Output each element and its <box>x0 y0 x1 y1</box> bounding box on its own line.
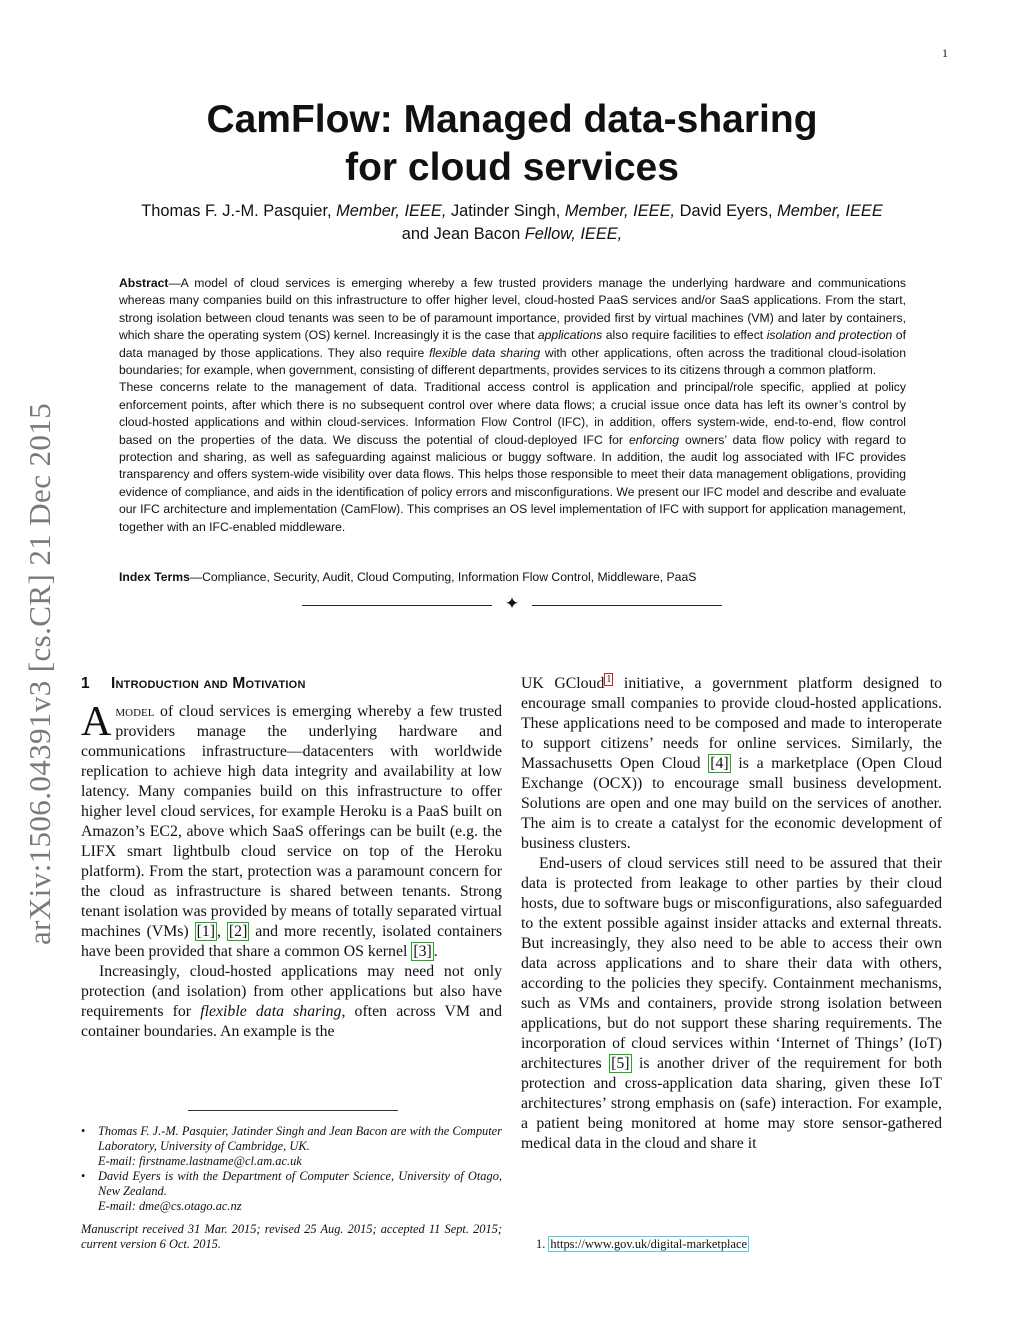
divider-star-icon: ✦ <box>504 594 520 614</box>
abstract-text: of data managed by those applications. They also require <box>119 328 906 360</box>
body-text: . <box>433 943 438 960</box>
author-role: Member, IEEE, <box>336 202 447 220</box>
affiliation-email: E-mail: firstname.lastname@cl.am.ac.uk <box>98 1154 302 1168</box>
affiliation-item <box>81 1124 502 1169</box>
title-line-2: for cloud services <box>345 146 679 189</box>
body-text: of cloud services is emerging whereby a few trusted providers manage the underlying hardware and communications infrastructure—datacenters with worldwide replication to achieve high data integrity and availability at low latency. Many companies build on this infrastructure to offer higher level cloud services, for example Heroku is a PaaS built on Amazon’s EC2, above which SaaS offerings can be built (e.g. the LIFX smart lightbulb cloud service on top of the Heroku platform). From the start, protection was a paramount concern for the cloud as infrastructure is shared between tenants. Strong tenant isolation was provided by means of totally separated virtual machines (VMs) <box>81 703 502 940</box>
body-text: End-users of cloud services still need to be assured that their data is protected from leakage to other parties by their cloud hosts, due to software bugs or misconfigurations, also safeguarded to the extent possible against insider attacks and external threats. But increasingly, they also need to be able to access their own data across applications and to share their data with others, according to the policies they specify. Containment mechanisms, such as VMs and containers, provide strong isolation between applications, but do not support these sharing requirements. The incorporation of cloud services within ‘Internet of Things’ (IoT) architectures <box>521 855 942 1072</box>
bullet-icon: • <box>81 1124 86 1138</box>
author-role: Member, IEEE, <box>564 202 676 220</box>
intro-paragraph-2 <box>81 962 502 1042</box>
section-divider <box>302 596 722 616</box>
abstract <box>119 275 906 536</box>
body-text: UK GCloud <box>521 675 605 692</box>
body-text: and more recently, isolated containers have been provided that share a common OS kernel <box>81 923 502 960</box>
author-line-2 <box>80 223 944 246</box>
right-column <box>521 674 942 1154</box>
citation-link[interactable]: [2] <box>228 923 248 940</box>
abstract-paragraph-1 <box>119 275 906 379</box>
paper-title <box>150 96 874 192</box>
affiliation-email: E-mail: dme@cs.otago.ac.nz <box>98 1199 242 1213</box>
divider-rule-right <box>532 605 722 606</box>
body-text: Increasingly, cloud-hosted applications may need not only protection (and isolation) from other applications but also have requirements for <box>81 963 502 1020</box>
footnote-marker-link[interactable]: 1 <box>606 673 612 685</box>
abstract-paragraph-2 <box>119 379 906 536</box>
abstract-emphasis: flexible data sharing <box>429 345 541 360</box>
author-role: Fellow, IEEE, <box>524 225 623 243</box>
footnote-url-link[interactable]: https://www.gov.uk/digital-marketplace <box>550 1237 747 1251</box>
author-name: David Eyers, <box>675 202 778 220</box>
page-number: 1 <box>942 46 948 60</box>
section-heading <box>81 674 502 694</box>
bullet-icon: • <box>81 1169 86 1183</box>
body-text: initiative, a government platform designed to encourage small companies to provide cloud-hosted applications. These applications need to be composed and made to interoperate to support citizens’ needs for online services. Similarly, the Massachusetts Open Cloud <box>521 675 942 772</box>
index-terms-text: —Compliance, Security, Audit, Cloud Computing, Information Flow Control, Middleware, PaaS <box>189 570 697 584</box>
author-name: Thomas F. J.-M. Pasquier, <box>141 202 337 220</box>
author-name: Jatinder Singh, <box>446 202 565 220</box>
footnote-rule <box>188 1110 398 1111</box>
abstract-emphasis: enforcing <box>628 432 680 447</box>
affiliation-text: David Eyers is with the Department of Computer Science, University of Otago, New Zealand. <box>98 1169 502 1198</box>
abstract-label: Abstract <box>119 276 169 290</box>
opening-word: model <box>115 703 155 720</box>
left-column <box>81 674 502 1042</box>
abstract-text: also require facilities to effect <box>602 328 767 343</box>
body-paragraph-4 <box>521 854 942 1154</box>
abstract-text: with other applications, often across the traditional cloud-isolation boundaries; for example, when government, consisting of different departments, provides services to its citizens through a common platform. <box>119 345 906 378</box>
citation-link[interactable]: [4] <box>710 755 729 772</box>
title-line-1: CamFlow: Managed data-sharing <box>206 98 818 141</box>
affiliation-item <box>81 1169 502 1214</box>
body-emphasis: flexible data sharing <box>200 1003 342 1020</box>
citation-link[interactable]: [3] <box>413 943 432 960</box>
body-text: is another driver of the requirement for both protection and cross-application data sharing, given these IoT architectures’ strong emphasis on (safe) interaction. For example, a patient being monitored at home may store sensor-gathered medical data in the cloud and share it <box>521 1055 942 1152</box>
abstract-text: owners’ data flow policy with regard to protection and sharing, as well as safeguarding against malicious or buggy software. In addition, the audit log associated with IFC provides transparency and offers system-wide visibility over data flows. This helps those responsible to meet their data management obligations, providing evidence of compliance, and aids in the identification of policy errors and misconfigurations. We present our IFC model and describe and evaluate our IFC architecture and implementation (CamFlow). This comprises an OS level implementation of IFC with support for application management, together with an IFC-enabled middleware. <box>119 432 906 534</box>
index-terms-label: Index Terms <box>119 570 190 584</box>
section-number: 1 <box>81 675 90 692</box>
author-role: Member, IEEE <box>777 202 883 220</box>
abstract-emphasis: isolation and protection <box>766 328 893 343</box>
citation-link[interactable]: [5] <box>611 1055 630 1072</box>
drop-cap: A <box>81 699 112 745</box>
body-text: , often across VM and container boundaries. An example is the <box>81 1003 502 1040</box>
abstract-emphasis: applications <box>537 328 603 343</box>
body-text: is a marketplace (Open Cloud Exchange (OCX)) to encourage small business development. Solutions are open and one may build on the services of another. The aim is to create a catalyst for the economic development of business clusters. <box>521 755 942 852</box>
footnote-number: 1. <box>536 1237 549 1251</box>
section-title: Introduction and Motivation <box>111 675 306 692</box>
intro-paragraph-1 <box>81 699 502 962</box>
citation-link[interactable]: [1] <box>196 923 216 940</box>
author-name: and Jean Bacon <box>401 225 525 243</box>
divider-rule-left <box>302 605 492 606</box>
manuscript-history: Manuscript received 31 Mar. 2015; revised 25 Aug. 2015; accepted 11 Sept. 2015; current version 6 Oct. 2015. <box>81 1222 502 1251</box>
author-line-1 <box>80 200 944 223</box>
affiliation-text: Thomas F. J.-M. Pasquier, Jatinder Singh and Jean Bacon are with the Computer Laboratory, University of Cambridge, UK. <box>98 1124 502 1153</box>
abstract-text: —A model of cloud services is emerging whereby a few trusted providers manage the underlying hardware and communications whereas many companies build on this infrastructure to offer higher level, cloud-hosted PaaS services and/or SaaS applications. From the start, strong isolation between cloud tenants was seen to be of paramount importance, provided first by virtual machines (VM) and later by containers, which share the operating system (OS) kernel. Increasingly it is the case that <box>119 276 906 343</box>
arxiv-identifier-stamp[interactable]: arXiv:1506.04391v3 [cs.CR] 21 Dec 2015 <box>22 402 57 945</box>
author-affiliations <box>81 1124 502 1214</box>
abstract-text: These concerns relate to the management of data. Traditional access control is application and principal/role specific, applied at policy enforcement points, after which there is no subsequent control over where data flows; a crucial issue once data has left its owner’s control by cloud-hosted applications and within cloud-services. Information Flow Control (IFC), in addition, offers system-wide, end-to-end, flow control based on the properties of the data. We discuss the potential of cloud-deployed IFC for <box>119 380 906 447</box>
author-list <box>80 200 944 246</box>
body-text: , <box>217 923 227 940</box>
index-terms <box>119 569 906 586</box>
url-footnote <box>536 1236 749 1252</box>
body-paragraph-3 <box>521 674 942 854</box>
